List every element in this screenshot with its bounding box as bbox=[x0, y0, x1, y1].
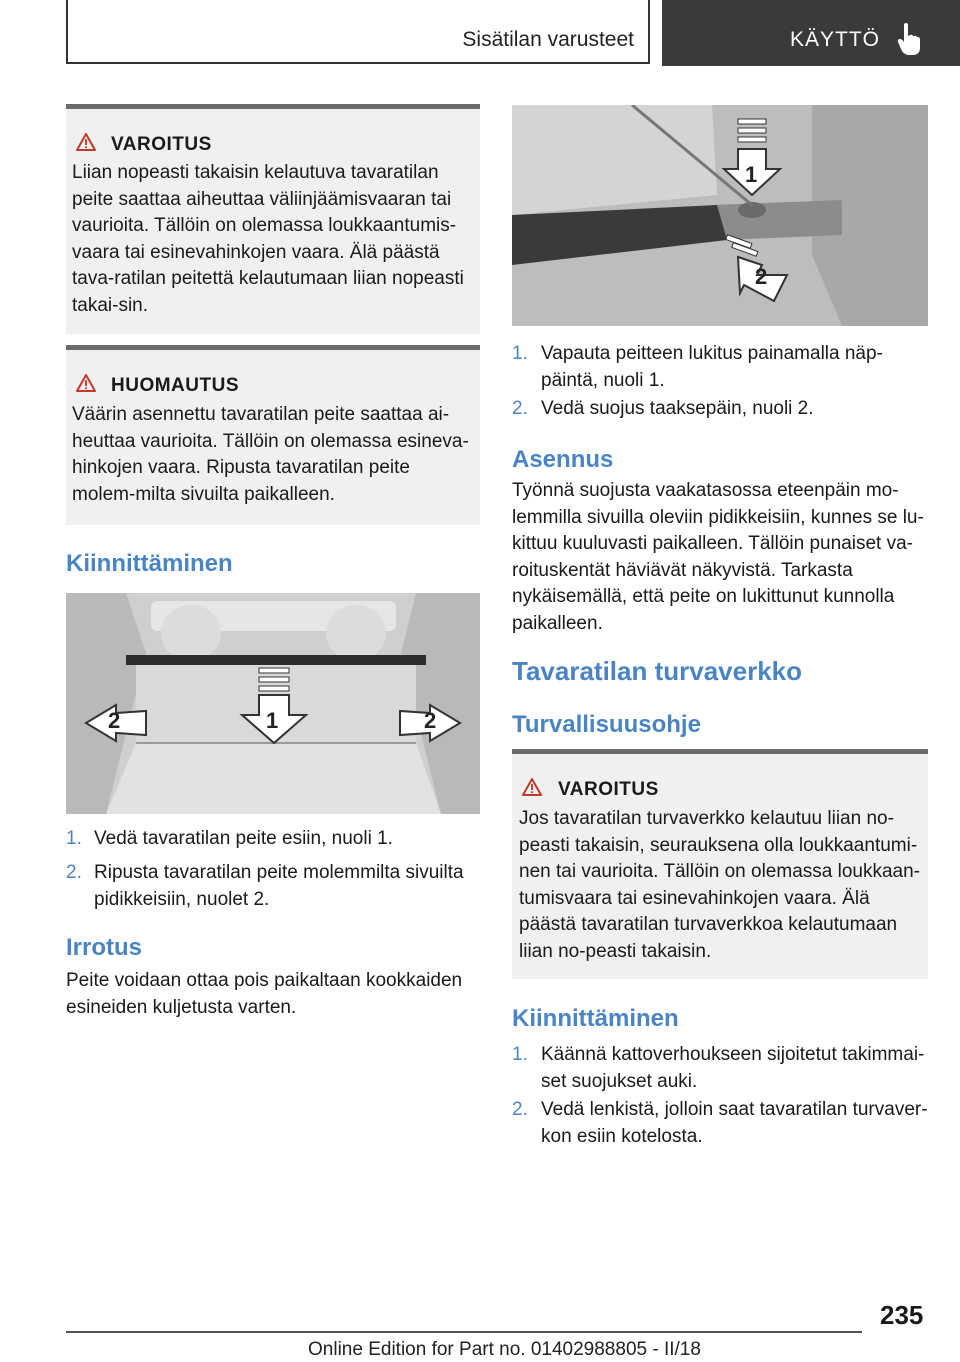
header-section-title: Sisätilan varusteet bbox=[462, 28, 634, 51]
step-number: 2. bbox=[512, 1099, 528, 1120]
step-text: Ripusta tavaratilan peite molemmilta sivuilta pidikkeisiin, nuolet 2. bbox=[94, 862, 464, 910]
photo-label-1: 1 bbox=[266, 708, 279, 733]
remove-text: Peite voidaan ottaa pois paikaltaan kookkaiden esineiden kuljetusta varten. bbox=[66, 970, 463, 1018]
heading-attach: Kiinnittäminen bbox=[66, 550, 233, 577]
warning-triangle-icon bbox=[76, 133, 96, 151]
warning-title: VAROITUS bbox=[111, 134, 212, 155]
cargo-area-illustration bbox=[66, 593, 480, 814]
warning-text: Liian nopeasti takaisin kelautuva tavaratilan peite saattaa aiheuttaa väliinjäämisvaaran tai vaurioita. Tällöin on olemassa loukkaantumis-vaara tai esinevahinkojen vaara. Älä päästä tava-ratilan peitettä kelautumaan liian nopeasti takai-sin. bbox=[72, 162, 464, 316]
notice-triangle-icon bbox=[76, 374, 96, 392]
step-number: 1. bbox=[512, 1044, 528, 1065]
photo-label-2-left: 2 bbox=[108, 708, 121, 733]
page-number: 235 bbox=[880, 1300, 924, 1330]
step-text: Vedä suojus taaksepäin, nuoli 2. bbox=[541, 398, 814, 419]
photo-label-2-right-photo: 2 bbox=[755, 264, 768, 289]
heading-cargo-net: Tavaratilan turvaverkko bbox=[512, 656, 802, 686]
cover-release-photo bbox=[512, 105, 928, 326]
step-text: Vedä tavaratilan peite esiin, nuoli 1. bbox=[94, 828, 393, 849]
warning-text: Jos tavaratilan turvaverkko kelautuu liian no-peasti takaisin, seurauksena olla loukkaantumi-nen tai vaurioita. Tällöin on olemassa loukkaan-tumisvaara tai esinevahinkojen vaara. Älä päästä tavaratilan turvaverkkoa kelautumaan liian no-peasti takaisin. bbox=[519, 808, 920, 962]
step-number: 2. bbox=[66, 862, 82, 883]
photo-label-2-right: 2 bbox=[424, 708, 437, 733]
pointing-hand-icon bbox=[896, 22, 922, 56]
notice-title: HUOMAUTUS bbox=[111, 375, 239, 396]
footer-edition: Online Edition for Part no. 01402988805 - II/18 bbox=[308, 1339, 701, 1360]
step-text: Käännä kattoverhoukseen sijoitetut takimmai-set suojukset auki. bbox=[541, 1044, 925, 1092]
step-number: 2. bbox=[512, 398, 528, 419]
footer-rule bbox=[66, 1331, 862, 1333]
cover-release-illustration bbox=[512, 105, 928, 326]
step-text: Vapauta peitteen lukitus painamalla näp-päintä, nuoli 1. bbox=[541, 343, 883, 391]
step-number: 1. bbox=[512, 343, 528, 364]
step-number: 1. bbox=[66, 828, 82, 849]
heading-install: Asennus bbox=[512, 446, 614, 473]
heading-attach-net: Kiinnittäminen bbox=[512, 1005, 679, 1032]
warning-triangle-icon bbox=[522, 778, 542, 796]
heading-safety: Turvallisuusohje bbox=[512, 711, 701, 738]
header-chapter-title: KÄYTTÖ bbox=[790, 28, 881, 51]
notice-text: Väärin asennettu tavaratilan peite saattaa ai-heuttaa vaurioita. Tällöin on olemassa esineva-hinkojen vaara. Ripusta tavaratilan peite molem-milta sivuilta paikalleen. bbox=[72, 404, 469, 505]
warning-title: VAROITUS bbox=[558, 779, 659, 800]
photo-label-1-right: 1 bbox=[745, 162, 758, 187]
heading-remove: Irrotus bbox=[66, 934, 143, 961]
cargo-cover-photo bbox=[66, 593, 480, 814]
install-text: Työnnä suojusta vaakatasossa eteenpäin mo-lemmilla sivuilla oleviin pidikkeisiin, kunnes se lu-kittuu kuuluvasti paikalleen. Tällöin punaiset va-roituskentät häviävät näkyvistä. Tarkasta nykäisemällä, että peite on lukittunut kunnolla paikalleen. bbox=[512, 480, 924, 634]
step-text: Vedä lenkistä, jolloin saat tavaratilan turvaver-kon esiin kotelosta. bbox=[541, 1099, 928, 1147]
